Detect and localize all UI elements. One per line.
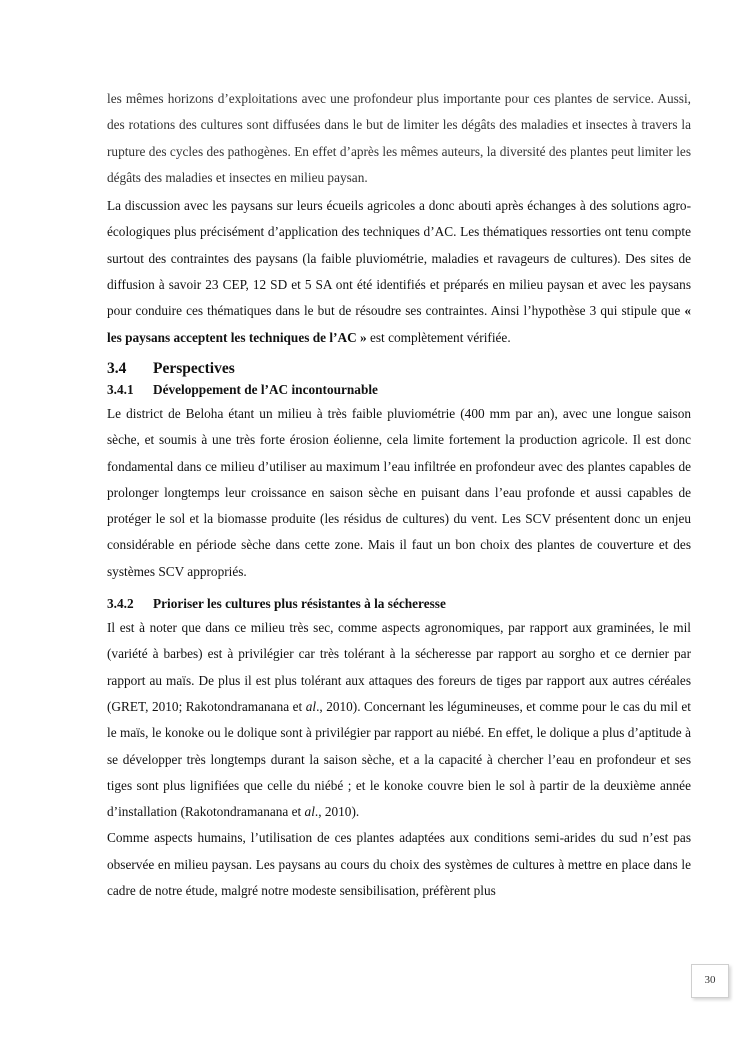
subsection-number: 3.4.1	[107, 381, 134, 397]
section-heading-perspectives	[107, 359, 691, 379]
paragraph-discussion-end: est complètement vérifiée.	[366, 329, 511, 345]
paragraph-plant-service: les mêmes horizons d’exploitations avec une profondeur plus importante pour ces plantes de service. Aussi, des rotations des cultures sont diffusées dans le but de limiter les dégâts des maladies et insectes à travers la rupture des cycles des pathogènes. En effet d’après les mêmes auteurs, la diversité des plantes peut limiter les dégâts des maladies et insectes en milieu paysan.	[107, 91, 691, 185]
subsection-number: 3.4.2	[107, 596, 134, 612]
page-number: 30	[691, 964, 729, 998]
section-title: Perspectives	[153, 359, 235, 377]
paragraph-discussion	[107, 193, 691, 351]
subsection-heading-ac	[107, 379, 691, 401]
subsection-title: Développement de l’AC incontournable	[153, 381, 378, 397]
paragraph-human-aspects: Comme aspects humains, l’utilisation de ces plantes adaptées aux conditions semi-arides du sud n’est pas observée en milieu paysan. Les paysans au cours du choix des systèmes de cultures à mettre en place dans le cadre de notre étude, malgré notre modeste sensibilisation, préfèrent plus	[107, 830, 691, 899]
hypothesis-quote: « les paysans acceptent les techniques de l’AC »	[107, 303, 691, 345]
citation-al: al	[305, 698, 317, 714]
subsection-title: Prioriser les cultures plus résistantes à la sécheresse	[153, 596, 446, 612]
document-page	[107, 86, 691, 904]
paragraph-agronomic-text-a: Il est à noter que dans ce milieu très sec, comme aspects agronomiques, par rapport aux graminées, le mil (variété à barbes) est à privilégier car très tolérant à la sécheresse par rapport au sorgho et ce dernier par rapport au maïs. De plus il est plus tolérant aux attaques des foreurs de tiges par rapport aux autres céréales (GRET, 2010; Rakotondramanana et	[107, 620, 691, 714]
section-number: 3.4	[107, 359, 127, 377]
subsection-heading-drought	[107, 593, 691, 615]
paragraph-agronomic	[107, 615, 691, 825]
paragraph-agronomic-text-b: ., 2010). Concernant les légumineuses, et comme pour le cas du mil et le maïs, le konoke ou le dolique sont à privilégier par rapport au niébé. En effet, le dolique a plus d’aptitude à se développer très longtemps durant la saison sèche, et a la capacité à chercher l’eau en profondeur et ses tiges sont plus lignifiées que celle du niébé ; et le konoke couvre bien le sol à partir de la deuxième année d’installation (Rakotondramanana et	[107, 698, 691, 820]
citation-al: al	[304, 804, 315, 820]
paragraph-agronomic-text-c: ., 2010).	[314, 804, 360, 820]
paragraph-discussion-text: La discussion avec les paysans sur leurs écueils agricoles a donc abouti après échanges à des solutions agro-écologiques plus précisément d’application des techniques d’AC. Les thématiques ressorties ont tenu compte surtout des contraintes des paysans (la faible pluviométrie, maladies et ravageurs de cultures). Des sites de diffusion à savoir 23 CEP, 12 SD et 5 SA ont été identifiés et préparés en milieu paysan et avec les paysans pour conduire ces thématiques dans le but de résoudre ses contraintes. Ainsi l’hypothèse 3 qui stipule que	[107, 198, 691, 319]
paragraph-beloha: Le district de Beloha étant un milieu à très faible pluviométrie (400 mm par an), avec une longue saison sèche, et soumis à une très forte érosion éolienne, cela limite fortement la production agricole. Il est donc fondamental dans ce milieu d’utiliser au maximum l’eau infiltrée en profondeur avec des plantes capables de prolonger longtemps leur croissance en saison sèche en puisant dans l’eau profonde et aussi capables de protéger le sol et la biomasse produite (les résidus de cultures) du vent. Les SCV présentent donc un enjeu considérable en période sèche dans cette zone. Mais il faut un bon choix des plantes de couverture et des systèmes SCV appropriés.	[107, 405, 691, 579]
